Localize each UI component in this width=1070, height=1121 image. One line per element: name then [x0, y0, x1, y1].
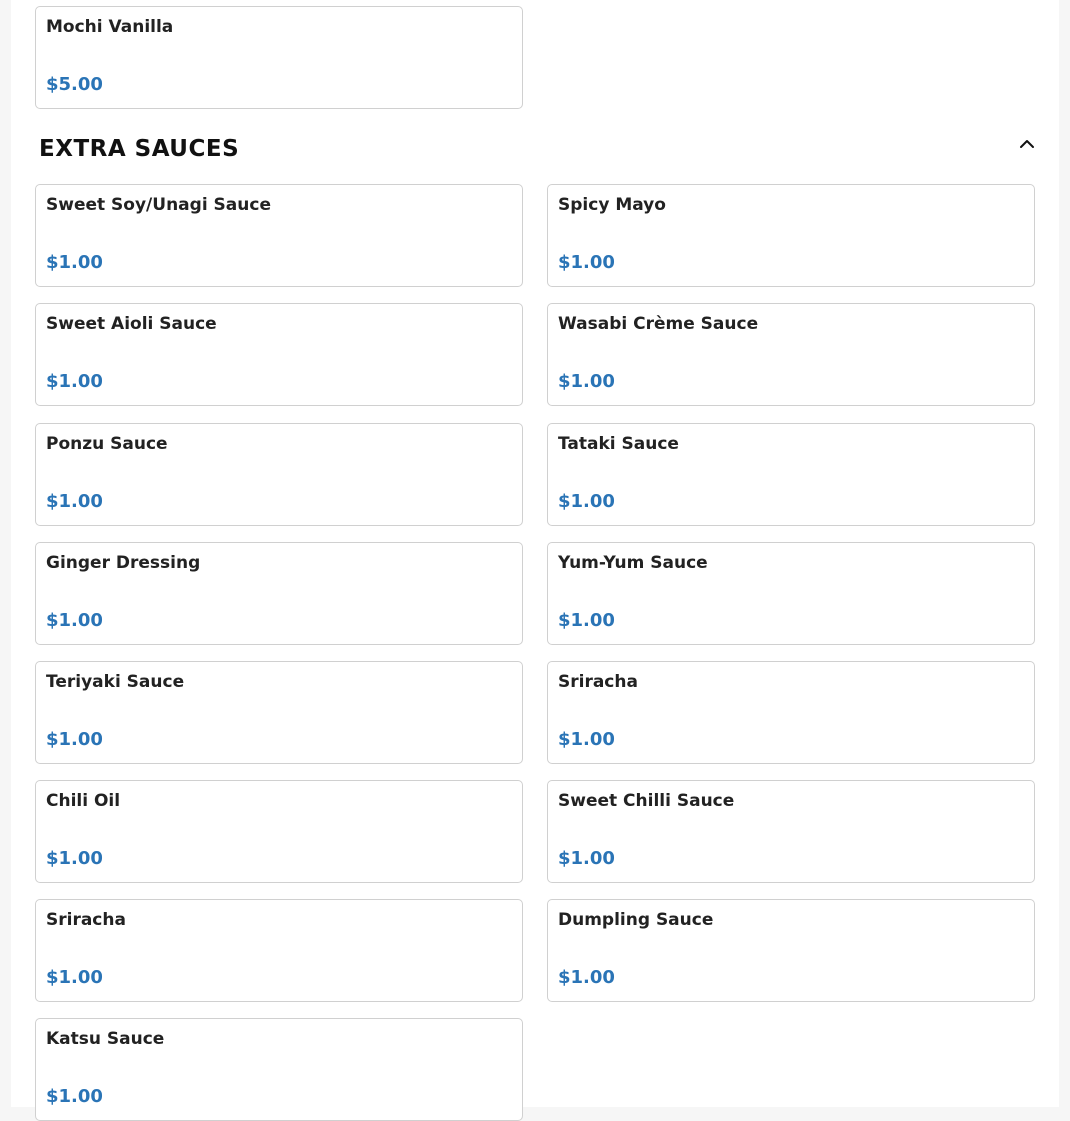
- menu-item-price: $1.00: [46, 252, 103, 273]
- menu-item-name: Spicy Mayo: [558, 195, 666, 215]
- menu-item-name: Sweet Soy/Unagi Sauce: [46, 195, 271, 215]
- menu-item-name: Sriracha: [558, 672, 638, 692]
- menu-item-name: Chili Oil: [46, 791, 121, 811]
- menu-item-card[interactable]: [547, 899, 1035, 1002]
- menu-item-price: $1.00: [558, 729, 615, 750]
- menu-item-name: Ponzu Sauce: [46, 434, 168, 454]
- chevron-up-icon[interactable]: [1019, 136, 1035, 152]
- menu-item-price: $1.00: [46, 967, 103, 988]
- menu-item-card[interactable]: [547, 423, 1035, 526]
- menu-item-price: $1.00: [46, 610, 103, 631]
- menu-item-name: Tataki Sauce: [558, 434, 679, 454]
- menu-item-name: Sweet Aioli Sauce: [46, 314, 217, 334]
- menu-item-name: Sriracha: [46, 910, 126, 930]
- menu-item-name: Dumpling Sauce: [558, 910, 714, 930]
- menu-item-price: $1.00: [558, 610, 615, 631]
- menu-item-card[interactable]: [547, 661, 1035, 764]
- menu-item-price: $1.00: [46, 371, 103, 392]
- menu-item-name: Ginger Dressing: [46, 553, 201, 573]
- menu-item-card[interactable]: [35, 780, 523, 883]
- menu-item-name: Yum-Yum Sauce: [558, 553, 708, 573]
- menu-item-card[interactable]: [547, 184, 1035, 287]
- menu-item-price: $1.00: [46, 729, 103, 750]
- menu-item-card[interactable]: [35, 542, 523, 645]
- menu-item-name: Sweet Chilli Sauce: [558, 791, 735, 811]
- menu-item-price: $1.00: [46, 1086, 103, 1107]
- menu-page: [11, 0, 1059, 1107]
- menu-item-card[interactable]: [35, 661, 523, 764]
- menu-item-card[interactable]: [35, 1018, 523, 1121]
- menu-item-name: Katsu Sauce: [46, 1029, 165, 1049]
- menu-item-price: $1.00: [558, 848, 615, 869]
- menu-item-card[interactable]: [35, 6, 523, 109]
- menu-item-price: $1.00: [558, 491, 615, 512]
- menu-item-price: $1.00: [558, 967, 615, 988]
- menu-item-price: $1.00: [46, 491, 103, 512]
- section-title: EXTRA SAUCES: [39, 136, 240, 162]
- menu-item-card[interactable]: [35, 423, 523, 526]
- menu-item-card[interactable]: [35, 899, 523, 1002]
- menu-item-price: $1.00: [558, 371, 615, 392]
- menu-item-card[interactable]: [547, 303, 1035, 406]
- menu-item-name: Wasabi Crème Sauce: [558, 314, 759, 334]
- menu-item-name: Mochi Vanilla: [46, 17, 174, 37]
- menu-item-card[interactable]: [547, 780, 1035, 883]
- menu-item-price: $1.00: [558, 252, 615, 273]
- menu-item-price: $5.00: [46, 74, 103, 95]
- menu-item-card[interactable]: [35, 184, 523, 287]
- menu-item-card[interactable]: [547, 542, 1035, 645]
- menu-item-name: Teriyaki Sauce: [46, 672, 185, 692]
- menu-item-price: $1.00: [46, 848, 103, 869]
- menu-item-card[interactable]: [35, 303, 523, 406]
- section-header-extra-sauces[interactable]: [39, 128, 1035, 172]
